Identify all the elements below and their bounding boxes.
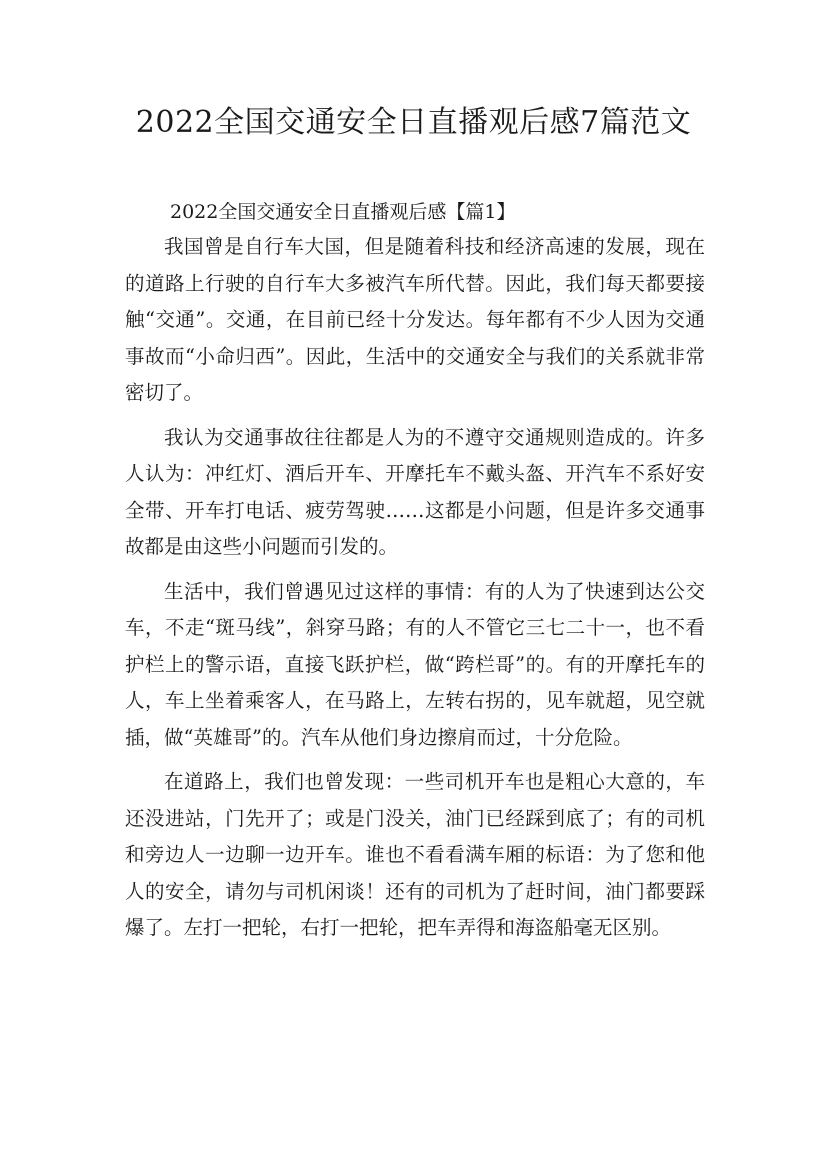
paragraph-3: 生活中，我们曾遇见过这样的事情：有的人为了快速到达公交车，不走“斑马线”，斜穿马路；有的人不管它三七二十一，也不看护栏上的警示语，直接飞跃护栏，做“跨栏哥”的。有的开摩托车的人，车上坐着乘客人，在马路上，左转右拐的，见车就超，见空就插，做“英雄哥”的。汽车从他们身边擦肩而过，十分危险。 [125,579,705,749]
document-body [125,229,705,955]
paragraph-4: 在道路上，我们也曾发现：一些司机开车也是粗心大意的，车还没进站，门先开了；或是门没关，油门已经踩到底了；有的司机和旁边人一边聊一边开车。谁也不看看满车厢的标语：为了您和他人的安全，请勿与司机闲谈！还有的司机为了赶时间，油门都要踩爆了。左打一把轮，右打一把轮，把车弄得和海盗船毫无区别。 [125,770,705,939]
section-heading: 2022全国交通安全日直播观后感【篇1】 [170,201,516,223]
paragraph-2: 我认为交通事故往往都是人为的不遵守交通规则造成的。许多人认为：冲红灯、酒后开车、开摩托车不戴头盔、开汽车不系好安全带、开车打电话、疲劳驾驶……这都是小问题，但是许多交通事故都是由这些小问题而引发的。 [125,425,705,558]
document-title: 2022全国交通安全日直播观后感7篇范文 [135,105,692,140]
paragraph-1: 我国曾是自行车大国，但是随着科技和经济高速的发展，现在的道路上行驶的自行车大多被汽车所代替。因此，我们每天都要接触“交通”。交通，在目前已经十分发达。每年都有不少人因为交通事故而“小命归西”。因此，生活中的交通安全与我们的关系就非常密切了。 [125,235,705,404]
